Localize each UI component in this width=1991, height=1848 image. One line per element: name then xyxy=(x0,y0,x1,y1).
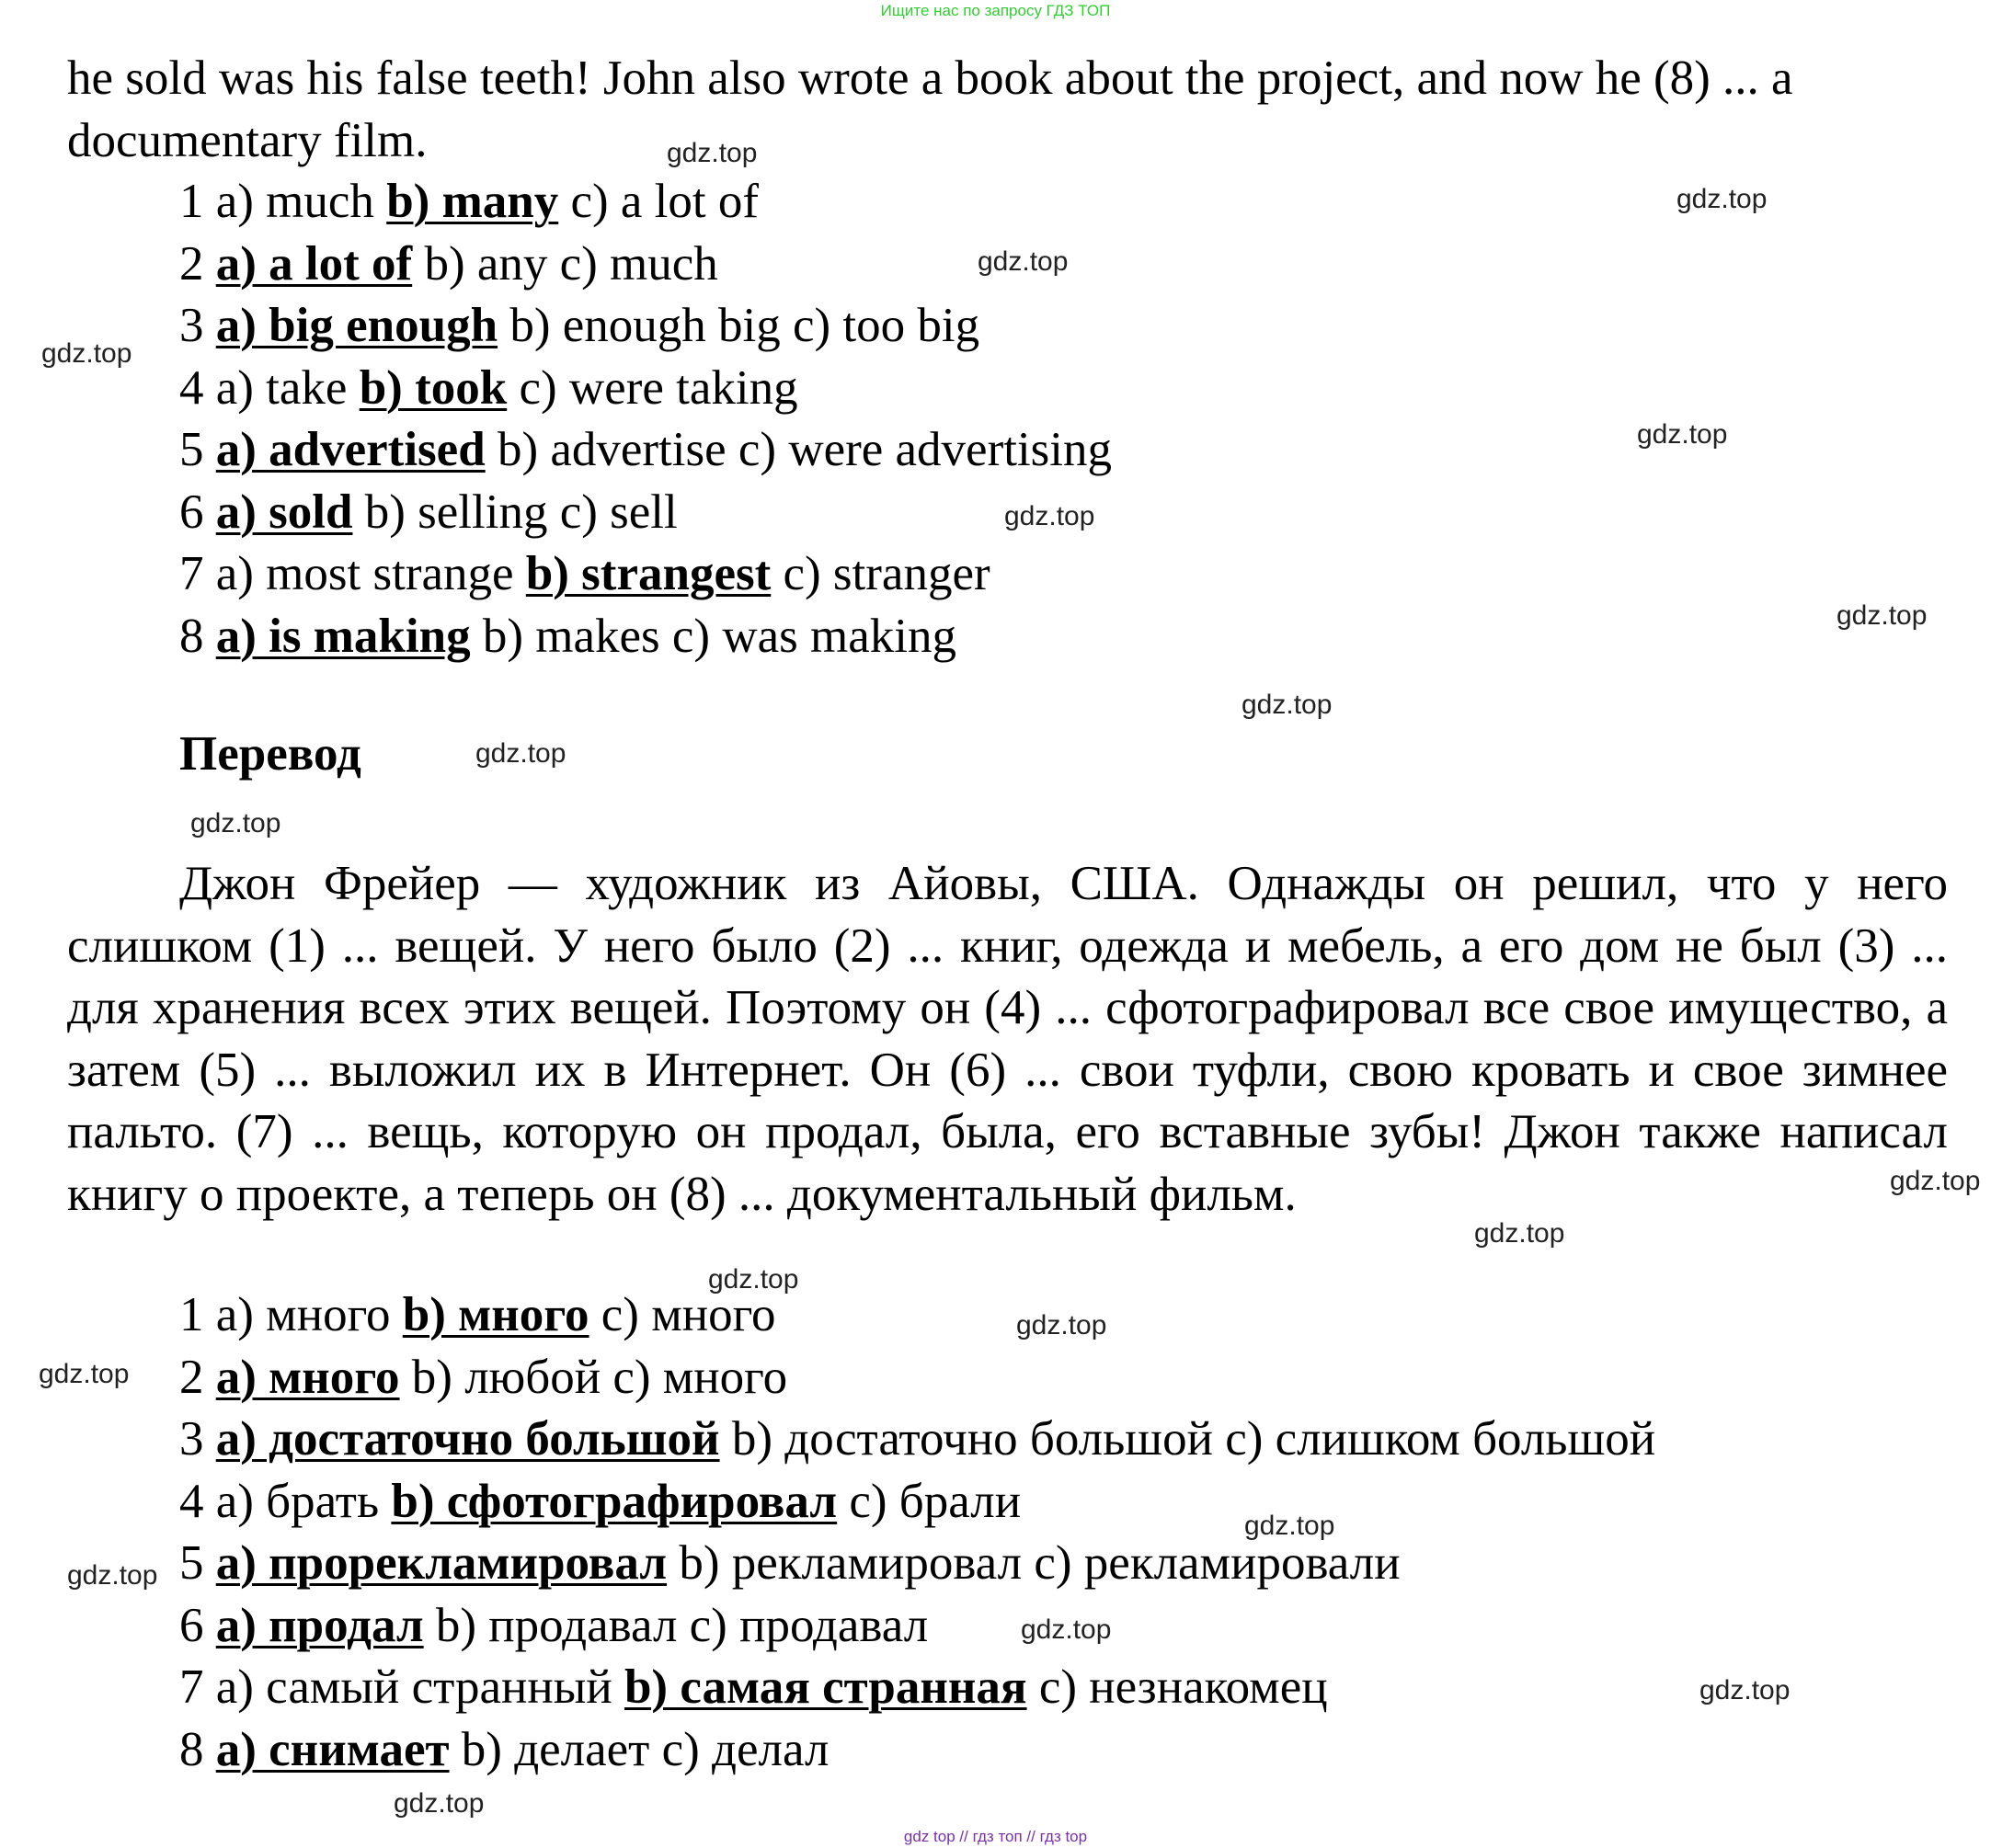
correct-answer: b) самая странная xyxy=(624,1660,1027,1714)
option-line-3: 3 a) достаточно большой b) достаточно большой c) слишком большой xyxy=(179,1412,1656,1466)
option-line-3: 3 a) big enough b) enough big c) too big xyxy=(179,299,980,352)
watermark: gdz.top xyxy=(67,1560,158,1591)
correct-answer: a) продал xyxy=(215,1598,424,1652)
correct-answer: a) big enough xyxy=(215,299,498,352)
translation-heading: Перевод xyxy=(179,727,361,781)
watermark: gdz.top xyxy=(1637,419,1728,450)
watermark: gdz.top xyxy=(1699,1675,1791,1705)
watermark: gdz.top xyxy=(1242,690,1333,720)
watermark: gdz.top xyxy=(1676,184,1768,214)
watermark: gdz.top xyxy=(708,1264,799,1295)
russian-options xyxy=(179,1284,1655,1781)
option-line-6: 6 a) продал b) продавал c) продавал xyxy=(179,1598,929,1652)
watermark: gdz.top xyxy=(39,1359,130,1389)
watermark: gdz.top xyxy=(1004,501,1095,531)
watermark: gdz.top xyxy=(1890,1166,1981,1196)
watermark: gdz.top xyxy=(41,338,132,369)
option-line-7: 7 a) самый странный b) самая странная c) незнакомец xyxy=(179,1660,1328,1714)
correct-answer: a) sold xyxy=(215,485,353,539)
correct-answer: b) many xyxy=(386,175,559,228)
correct-answer: a) достаточно большой xyxy=(215,1412,720,1466)
watermark: gdz.top xyxy=(394,1788,485,1819)
watermark: gdz.top xyxy=(667,138,758,168)
watermark: gdz.top xyxy=(1474,1218,1565,1249)
correct-answer: b) много xyxy=(402,1288,589,1341)
option-line-5: 5 a) advertised b) advertise c) were advertising xyxy=(179,423,1113,476)
option-line-1: 1 a) much b) many c) a lot of xyxy=(179,175,759,228)
option-line-2: 2 a) много b) любой c) много xyxy=(179,1350,788,1404)
correct-answer: b) strangest xyxy=(525,547,772,600)
correct-answer: b) took xyxy=(359,360,508,415)
top-banner: Ищите нас по запросу ГДЗ ТОП xyxy=(880,2,1111,19)
correct-answer: a) снимает xyxy=(215,1722,450,1776)
option-line-7: 7 a) most strange b) strangest c) stranger xyxy=(179,547,990,600)
intro-paragraph: he sold was his false teeth! John also wrote a book about the project, and now he (8) ... a documentary film. xyxy=(67,51,1793,167)
watermark: gdz.top xyxy=(978,246,1069,277)
correct-answer: b) сфотографировал xyxy=(391,1474,838,1528)
watermark: gdz.top xyxy=(1244,1511,1335,1541)
translation-paragraph: Джон Фрейер — художник из Айовы, США. Однажды он решил, что у него слишком (1) ... вещей. У него было (2) ... книг, одежда и мебель, а его дом не был (3) ... для хранения всех этих вещей. Поэтому он (4) ... сфотографировал все свое имущество, а затем (5) ... выложил их в Интернет. Он (6) ... свои туфли, свою кровать и свое зимнее пальто. (7) ... вещь, которую он продал, была, его вставные зубы! Джон также написал книгу о проекте, а теперь он (8) ... документальный фильм. xyxy=(67,857,1948,1221)
correct-answer: a) много xyxy=(215,1350,400,1404)
option-line-4: 4 a) брать b) сфотографировал c) брали xyxy=(179,1474,1022,1528)
correct-answer: a) advertised xyxy=(215,423,486,476)
option-line-5: 5 a) прорекламировал b) рекламировал c) рекламировали xyxy=(179,1536,1401,1590)
option-line-6: 6 a) sold b) selling c) sell xyxy=(179,485,678,539)
option-line-1: 1 a) много b) много c) много xyxy=(179,1288,776,1341)
correct-answer: a) a lot of xyxy=(215,236,413,291)
option-line-4: 4 a) take b) took c) were taking xyxy=(179,360,798,415)
option-line-2: 2 a) a lot of b) any c) much xyxy=(179,236,718,291)
option-line-8: 8 a) is making b) makes c) was making xyxy=(179,609,956,663)
option-line-8: 8 a) снимает b) делает c) делал xyxy=(179,1722,830,1776)
watermark: gdz.top xyxy=(475,738,566,769)
correct-answer: a) прорекламировал xyxy=(215,1536,668,1590)
bottom-banner: gdz top // гдз топ // гдз top xyxy=(903,1828,1088,1845)
watermark: gdz.top xyxy=(1016,1310,1107,1340)
english-options xyxy=(179,171,1112,667)
watermark: gdz.top xyxy=(1837,600,1928,631)
watermark: gdz.top xyxy=(190,808,281,838)
watermark: gdz.top xyxy=(1021,1614,1112,1645)
correct-answer: a) is making xyxy=(215,609,471,663)
